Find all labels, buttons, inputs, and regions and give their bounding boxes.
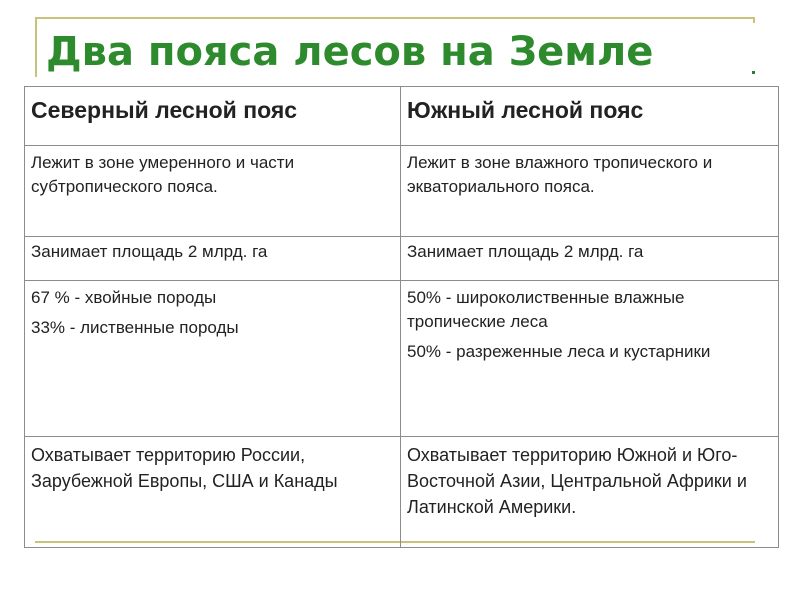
north-conifer-text: 67 % - хвойные породы	[31, 288, 217, 307]
decorative-right-bar	[753, 17, 755, 23]
table-header-row	[25, 87, 779, 146]
north-area-text: Занимает площадь 2 млрд. га	[31, 242, 268, 261]
north-territory-cell	[25, 437, 401, 548]
south-broadleaf-text: 50% - широколиственные влажные тропические леса	[407, 288, 685, 331]
south-location-text: Лежит в зоне влажного тропического и экваториального пояса.	[407, 153, 713, 196]
south-area-text: Занимает площадь 2 млрд. га	[407, 242, 644, 261]
south-area-cell	[401, 237, 779, 281]
north-area-cell	[25, 237, 401, 281]
table-row-territory	[25, 437, 779, 548]
header-north-belt: Северный лесной пояс	[25, 87, 401, 146]
south-sparse-text: 50% - разреженные леса и кустарники	[407, 342, 711, 361]
table-row-area	[25, 237, 779, 281]
decorative-dot	[752, 71, 755, 74]
north-location-text: Лежит в зоне умеренного и части субтропического пояса.	[31, 153, 295, 196]
north-territory-text: Охватывает территорию России, Зарубежной Европы, США и Канады	[31, 445, 338, 491]
north-location-cell	[25, 146, 401, 237]
header-south-belt: Южный лесной пояс	[401, 87, 779, 146]
south-location-cell	[401, 146, 779, 237]
north-deciduous-text: 33% - лиственные породы	[31, 318, 239, 337]
south-territory-text: Охватывает территорию Южной и Юго-Восточной Азии, Центральной Африки и Латинской Америки.	[407, 445, 747, 517]
slide-title: Два пояса лесов на Земле	[46, 29, 654, 75]
table-row-composition	[25, 281, 779, 437]
south-composition-cell	[401, 281, 779, 437]
table-row-location	[25, 146, 779, 237]
north-composition-cell	[25, 281, 401, 437]
south-territory-cell	[401, 437, 779, 548]
decorative-top-line	[35, 17, 755, 19]
decorative-left-bar	[35, 17, 37, 77]
forest-belts-table	[24, 86, 779, 548]
